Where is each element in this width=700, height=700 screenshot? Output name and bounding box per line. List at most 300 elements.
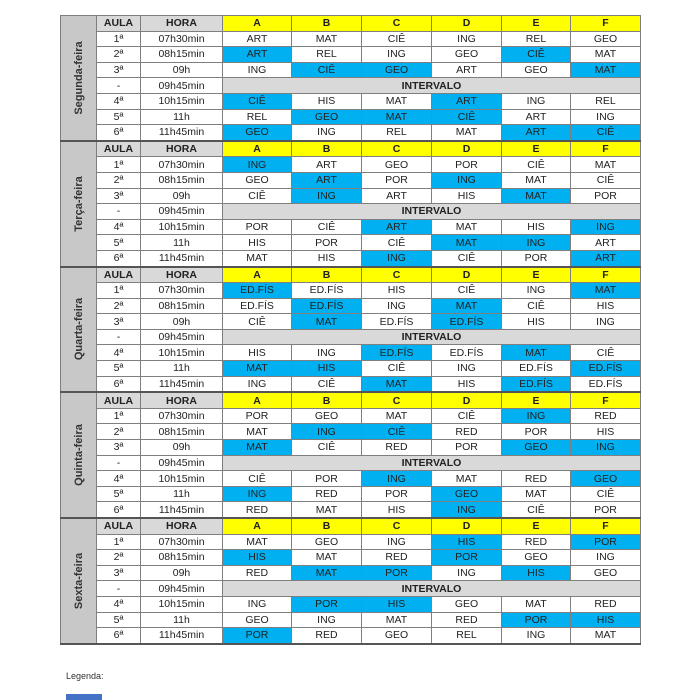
subject-cell: CIÊ <box>432 109 502 125</box>
class-header: D <box>432 392 502 408</box>
hora-cell: 11h <box>141 109 223 125</box>
subject-cell: GEO <box>571 31 641 47</box>
subject-cell: CIÊ <box>502 298 571 314</box>
subject-cell: MAT <box>571 628 641 644</box>
subject-cell: MAT <box>292 550 362 566</box>
lesson-row <box>61 93 641 109</box>
subject-cell: RED <box>223 565 292 581</box>
subject-cell: MAT <box>362 612 432 628</box>
lesson-row <box>61 596 641 612</box>
hora-cell: 07h30min <box>141 283 223 299</box>
subject-cell: HIS <box>502 314 571 330</box>
subject-cell: ED.FÍS <box>432 345 502 361</box>
subject-cell: MAT <box>432 125 502 141</box>
day-label-cell <box>61 392 97 518</box>
aula-cell: 5ª <box>97 612 141 628</box>
subject-cell: MAT <box>571 283 641 299</box>
subject-cell: HIS <box>571 298 641 314</box>
subject-cell: ING <box>223 62 292 78</box>
hora-cell: 11h45min <box>141 628 223 644</box>
subject-cell: CIÊ <box>362 424 432 440</box>
class-header: C <box>362 392 432 408</box>
subject-cell: CIÊ <box>292 62 362 78</box>
day-name: Sexta-feira <box>72 552 85 610</box>
subject-cell: ART <box>223 31 292 47</box>
subject-cell: ART <box>362 219 432 235</box>
class-header: B <box>292 267 362 283</box>
aula-cell: 3ª <box>97 314 141 330</box>
subject-cell: HIS <box>362 596 432 612</box>
hora-cell: 10h15min <box>141 93 223 109</box>
aula-header: AULA <box>97 518 141 534</box>
interval-row <box>61 581 641 597</box>
lesson-row <box>61 235 641 251</box>
aula-cell: - <box>97 455 141 471</box>
subject-cell: ING <box>432 565 502 581</box>
subject-cell: HIS <box>432 188 502 204</box>
aula-cell: - <box>97 204 141 220</box>
subject-cell: POR <box>292 235 362 251</box>
class-header: D <box>432 518 502 534</box>
subject-cell: GEO <box>223 612 292 628</box>
aula-cell: 5ª <box>97 361 141 377</box>
subject-cell: RED <box>292 628 362 644</box>
lesson-row <box>61 502 641 518</box>
subject-cell: HIS <box>432 534 502 550</box>
subject-cell: CIÊ <box>362 361 432 377</box>
subject-cell: ART <box>432 93 502 109</box>
subject-cell: CIÊ <box>571 125 641 141</box>
hora-cell: 09h <box>141 188 223 204</box>
subject-cell: POR <box>571 502 641 518</box>
aula-cell: 2ª <box>97 172 141 188</box>
subject-cell: MAT <box>223 250 292 266</box>
legend-swatch <box>66 694 102 700</box>
subject-cell: POR <box>432 550 502 566</box>
subject-cell: ART <box>223 47 292 63</box>
class-header: D <box>432 16 502 32</box>
subject-cell: ING <box>571 314 641 330</box>
hora-cell: 11h <box>141 235 223 251</box>
subject-cell: RED <box>432 612 502 628</box>
subject-cell: ART <box>432 62 502 78</box>
interval-cell: INTERVALO <box>223 78 641 94</box>
subject-cell: REL <box>502 31 571 47</box>
day-header-row <box>61 16 641 32</box>
aula-cell: 1ª <box>97 534 141 550</box>
subject-cell: ING <box>292 345 362 361</box>
subject-cell: MAT <box>223 534 292 550</box>
subject-cell: ING <box>292 188 362 204</box>
hora-header: HORA <box>141 267 223 283</box>
subject-cell: ED.FÍS <box>362 314 432 330</box>
subject-cell: MAT <box>223 440 292 456</box>
subject-cell: ING <box>223 596 292 612</box>
aula-cell: 5ª <box>97 235 141 251</box>
aula-cell: 5ª <box>97 109 141 125</box>
subject-cell: ING <box>362 298 432 314</box>
subject-cell: MAT <box>502 188 571 204</box>
legend-label: Legenda: <box>66 671 104 681</box>
subject-cell: MAT <box>292 314 362 330</box>
hora-header: HORA <box>141 392 223 408</box>
hora-cell: 10h15min <box>141 345 223 361</box>
subject-cell: REL <box>223 109 292 125</box>
subject-cell: HIS <box>502 565 571 581</box>
subject-cell: CIÊ <box>502 47 571 63</box>
subject-cell: GEO <box>432 47 502 63</box>
subject-cell: MAT <box>502 345 571 361</box>
aula-cell: - <box>97 581 141 597</box>
class-header: D <box>432 141 502 157</box>
subject-cell: GEO <box>362 157 432 173</box>
subject-cell: ING <box>571 219 641 235</box>
subject-cell: CIÊ <box>432 283 502 299</box>
day-name: Terça-feira <box>72 175 85 232</box>
subject-cell: CIÊ <box>223 93 292 109</box>
hora-cell: 11h <box>141 486 223 502</box>
aula-cell: 1ª <box>97 31 141 47</box>
class-header: F <box>571 267 641 283</box>
subject-cell: RED <box>432 424 502 440</box>
interval-cell: INTERVALO <box>223 329 641 345</box>
subject-cell: REL <box>292 47 362 63</box>
subject-cell: MAT <box>362 408 432 424</box>
subject-cell: GEO <box>362 62 432 78</box>
day-header-row <box>61 392 641 408</box>
hora-cell: 07h30min <box>141 157 223 173</box>
aula-cell: 4ª <box>97 345 141 361</box>
aula-cell: 4ª <box>97 219 141 235</box>
hora-cell: 09h <box>141 565 223 581</box>
subject-cell: ART <box>292 172 362 188</box>
subject-cell: MAT <box>571 47 641 63</box>
subject-cell: MAT <box>432 298 502 314</box>
aula-cell: 6ª <box>97 125 141 141</box>
lesson-row <box>61 424 641 440</box>
subject-cell: REL <box>432 628 502 644</box>
lesson-row <box>61 62 641 78</box>
subject-cell: MAT <box>292 565 362 581</box>
hora-cell: 10h15min <box>141 596 223 612</box>
lesson-row <box>61 486 641 502</box>
subject-cell: ED.FÍS <box>571 361 641 377</box>
subject-cell: CIÊ <box>292 219 362 235</box>
subject-cell: MAT <box>292 31 362 47</box>
class-header: C <box>362 16 432 32</box>
interval-row <box>61 78 641 94</box>
class-header: E <box>502 392 571 408</box>
hora-cell: 11h45min <box>141 125 223 141</box>
aula-cell: 2ª <box>97 47 141 63</box>
hora-cell: 07h30min <box>141 534 223 550</box>
class-header: B <box>292 16 362 32</box>
subject-cell: RED <box>502 471 571 487</box>
subject-cell: RED <box>223 502 292 518</box>
subject-cell: RED <box>502 534 571 550</box>
aula-cell: 3ª <box>97 565 141 581</box>
hora-cell: 09h <box>141 314 223 330</box>
day-label-cell <box>61 141 97 267</box>
subject-cell: ART <box>571 235 641 251</box>
aula-cell: 4ª <box>97 596 141 612</box>
lesson-row <box>61 283 641 299</box>
subject-cell: POR <box>502 250 571 266</box>
day-name: Quinta-feira <box>72 424 85 486</box>
subject-cell: CIÊ <box>223 471 292 487</box>
subject-cell: MAT <box>362 376 432 392</box>
subject-cell: ING <box>223 486 292 502</box>
subject-cell: HIS <box>362 502 432 518</box>
class-header: D <box>432 267 502 283</box>
hora-cell: 10h15min <box>141 471 223 487</box>
interval-row <box>61 204 641 220</box>
day-label-cell <box>61 518 97 644</box>
subject-cell: GEO <box>571 565 641 581</box>
subject-cell: MAT <box>502 172 571 188</box>
class-header: C <box>362 141 432 157</box>
lesson-row <box>61 31 641 47</box>
hora-cell: 11h <box>141 612 223 628</box>
subject-cell: ING <box>502 283 571 299</box>
subject-cell: CIÊ <box>502 157 571 173</box>
aula-cell: - <box>97 78 141 94</box>
subject-cell: POR <box>432 440 502 456</box>
subject-cell: HIS <box>432 376 502 392</box>
subject-cell: RED <box>292 486 362 502</box>
lesson-row <box>61 172 641 188</box>
hora-cell: 09h45min <box>141 329 223 345</box>
lesson-row <box>61 361 641 377</box>
subject-cell: ING <box>362 47 432 63</box>
subject-cell: ING <box>432 31 502 47</box>
subject-cell: CIÊ <box>432 408 502 424</box>
subject-cell: ING <box>432 502 502 518</box>
subject-cell: ED.FÍS <box>502 376 571 392</box>
subject-cell: POR <box>571 188 641 204</box>
subject-cell: GEO <box>432 596 502 612</box>
lesson-row <box>61 612 641 628</box>
hora-cell: 11h <box>141 361 223 377</box>
subject-cell: HIS <box>571 424 641 440</box>
subject-cell: POR <box>362 486 432 502</box>
hora-header: HORA <box>141 518 223 534</box>
aula-header: AULA <box>97 16 141 32</box>
aula-cell: 2ª <box>97 298 141 314</box>
day-label-cell <box>61 16 97 141</box>
hora-cell: 09h <box>141 440 223 456</box>
subject-cell: POR <box>292 471 362 487</box>
class-header: C <box>362 267 432 283</box>
day-label-cell <box>61 267 97 393</box>
subject-cell: MAT <box>223 424 292 440</box>
hora-cell: 08h15min <box>141 298 223 314</box>
class-header: F <box>571 16 641 32</box>
subject-cell: ING <box>432 361 502 377</box>
class-header: F <box>571 141 641 157</box>
aula-cell: 1ª <box>97 408 141 424</box>
class-header: E <box>502 141 571 157</box>
lesson-row <box>61 250 641 266</box>
subject-cell: CIÊ <box>223 188 292 204</box>
subject-cell: ED.FÍS <box>571 376 641 392</box>
aula-cell: 1ª <box>97 283 141 299</box>
lesson-row <box>61 109 641 125</box>
subject-cell: ING <box>432 172 502 188</box>
hora-cell: 07h30min <box>141 31 223 47</box>
subject-cell: CIÊ <box>362 31 432 47</box>
lesson-row <box>61 628 641 644</box>
subject-cell: CIÊ <box>571 345 641 361</box>
class-header: A <box>223 16 292 32</box>
aula-header: AULA <box>97 141 141 157</box>
subject-cell: CIÊ <box>223 314 292 330</box>
subject-cell: GEO <box>362 628 432 644</box>
hora-cell: 09h <box>141 62 223 78</box>
subject-cell: CIÊ <box>502 502 571 518</box>
class-header: F <box>571 392 641 408</box>
subject-cell: HIS <box>362 283 432 299</box>
subject-cell: CIÊ <box>362 235 432 251</box>
subject-cell: POR <box>571 534 641 550</box>
subject-cell: POR <box>223 408 292 424</box>
subject-cell: HIS <box>571 612 641 628</box>
lesson-row <box>61 440 641 456</box>
day-header-row <box>61 267 641 283</box>
subject-cell: ED.FÍS <box>292 298 362 314</box>
subject-cell: MAT <box>571 62 641 78</box>
subject-cell: ING <box>223 376 292 392</box>
interval-cell: INTERVALO <box>223 455 641 471</box>
aula-cell: 4ª <box>97 471 141 487</box>
subject-cell: ART <box>292 157 362 173</box>
class-header: A <box>223 267 292 283</box>
aula-cell: 3ª <box>97 188 141 204</box>
subject-cell: CIÊ <box>432 250 502 266</box>
subject-cell: HIS <box>223 550 292 566</box>
subject-cell: GEO <box>292 534 362 550</box>
subject-cell: ED.FÍS <box>292 283 362 299</box>
aula-header: AULA <box>97 267 141 283</box>
class-header: A <box>223 392 292 408</box>
subject-cell: MAT <box>571 157 641 173</box>
class-schedule-table <box>60 15 641 645</box>
subject-cell: ING <box>502 93 571 109</box>
day-name: Quarta-feira <box>72 298 85 361</box>
class-header: B <box>292 518 362 534</box>
hora-cell: 08h15min <box>141 47 223 63</box>
subject-cell: HIS <box>223 345 292 361</box>
lesson-row <box>61 565 641 581</box>
lesson-row <box>61 125 641 141</box>
subject-cell: POR <box>362 565 432 581</box>
interval-cell: INTERVALO <box>223 204 641 220</box>
subject-cell: ING <box>571 440 641 456</box>
class-header: A <box>223 141 292 157</box>
class-header: F <box>571 518 641 534</box>
subject-cell: CIÊ <box>571 172 641 188</box>
hora-cell: 09h45min <box>141 204 223 220</box>
lesson-row <box>61 550 641 566</box>
subject-cell: MAT <box>432 235 502 251</box>
lesson-row <box>61 376 641 392</box>
class-header: C <box>362 518 432 534</box>
subject-cell: MAT <box>362 93 432 109</box>
subject-cell: ING <box>502 628 571 644</box>
aula-cell: 2ª <box>97 550 141 566</box>
subject-cell: MAT <box>432 471 502 487</box>
subject-cell: GEO <box>292 408 362 424</box>
day-header-row <box>61 518 641 534</box>
class-header: E <box>502 518 571 534</box>
hora-cell: 09h45min <box>141 455 223 471</box>
subject-cell: HIS <box>502 219 571 235</box>
lesson-row <box>61 298 641 314</box>
aula-cell: 3ª <box>97 62 141 78</box>
aula-cell: 6ª <box>97 628 141 644</box>
subject-cell: MAT <box>502 486 571 502</box>
lesson-row <box>61 188 641 204</box>
subject-cell: HIS <box>292 361 362 377</box>
lesson-row <box>61 534 641 550</box>
subject-cell: ART <box>362 188 432 204</box>
subject-cell: ART <box>571 250 641 266</box>
day-header-row <box>61 141 641 157</box>
lesson-row <box>61 314 641 330</box>
aula-cell: 5ª <box>97 486 141 502</box>
lesson-row <box>61 219 641 235</box>
hora-header: HORA <box>141 16 223 32</box>
hora-cell: 11h45min <box>141 376 223 392</box>
subject-cell: GEO <box>502 62 571 78</box>
subject-cell: CIÊ <box>571 486 641 502</box>
aula-cell: 2ª <box>97 424 141 440</box>
lesson-row <box>61 157 641 173</box>
subject-cell: HIS <box>223 235 292 251</box>
subject-cell: GEO <box>223 172 292 188</box>
aula-cell: 4ª <box>97 93 141 109</box>
day-name: Segunda-feira <box>72 41 85 115</box>
hora-cell: 11h45min <box>141 250 223 266</box>
subject-cell: ING <box>292 125 362 141</box>
aula-cell: 1ª <box>97 157 141 173</box>
subject-cell: CIÊ <box>292 376 362 392</box>
subject-cell: ING <box>362 534 432 550</box>
subject-cell: REL <box>362 125 432 141</box>
lesson-row <box>61 408 641 424</box>
aula-cell: 6ª <box>97 376 141 392</box>
subject-cell: GEO <box>432 486 502 502</box>
subject-cell: MAT <box>362 109 432 125</box>
hora-cell: 10h15min <box>141 219 223 235</box>
subject-cell: ED.FÍS <box>502 361 571 377</box>
interval-row <box>61 329 641 345</box>
subject-cell: REL <box>571 93 641 109</box>
hora-cell: 08h15min <box>141 550 223 566</box>
lesson-row <box>61 47 641 63</box>
hora-cell: 07h30min <box>141 408 223 424</box>
aula-cell: - <box>97 329 141 345</box>
subject-cell: ING <box>571 550 641 566</box>
subject-cell: POR <box>432 157 502 173</box>
hora-cell: 11h45min <box>141 502 223 518</box>
class-header: A <box>223 518 292 534</box>
interval-row <box>61 455 641 471</box>
class-header: B <box>292 392 362 408</box>
subject-cell: ED.FÍS <box>432 314 502 330</box>
subject-cell: ING <box>502 408 571 424</box>
aula-cell: 6ª <box>97 502 141 518</box>
